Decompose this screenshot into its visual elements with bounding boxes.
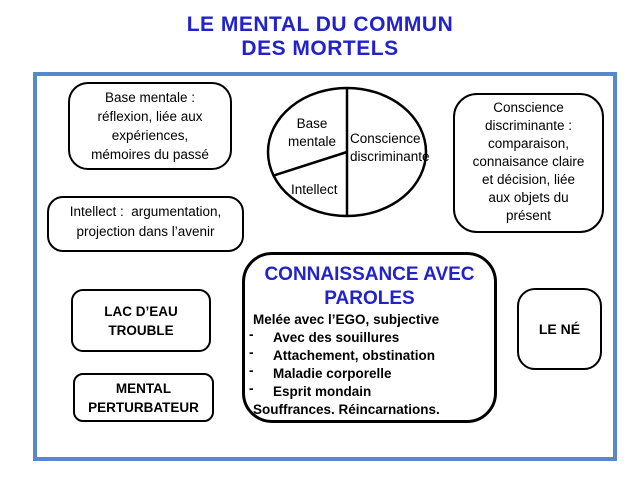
- connaissance-outro: Souffrances. Réincarnations.: [253, 402, 440, 417]
- text-line: Intellect: [291, 182, 338, 197]
- box-le-ne: [517, 288, 602, 370]
- bullet-text: Avec des souillures: [273, 330, 400, 345]
- bullet-item: [245, 365, 494, 383]
- page-title-line: DES MORTELS: [241, 37, 399, 60]
- box-intellect: [47, 196, 244, 252]
- bullet-dash: -: [249, 345, 254, 360]
- text-line: PAROLES: [324, 288, 415, 309]
- box-conscience-discriminante: [453, 93, 604, 233]
- box-lac-eau-trouble: [71, 289, 211, 352]
- text-line: LAC D’EAU: [104, 303, 178, 319]
- text-line: MENTAL: [115, 380, 172, 396]
- text-line: projection dans l’avenir: [76, 224, 215, 239]
- box-connaissance-avec-paroles: [242, 252, 497, 423]
- page-title: [0, 13, 640, 61]
- text-line: TROUBLE: [108, 322, 174, 338]
- text-line: PERTURBATEUR: [88, 399, 199, 415]
- text-line: et décision, liée: [481, 172, 576, 187]
- connaissance-intro: Melée avec l’EGO, subjective: [253, 312, 440, 327]
- bullet-text: Maladie corporelle: [273, 366, 392, 381]
- text-line: connaisance claire: [472, 154, 585, 169]
- text-line: CONNAISSANCE AVEC: [264, 264, 475, 285]
- text-line: Base: [296, 116, 328, 131]
- bullet-dash: -: [249, 363, 254, 378]
- bullet-item: [245, 347, 494, 365]
- text-line: discriminante :: [484, 118, 573, 133]
- bullet-dash: -: [249, 327, 254, 342]
- text-line: comparaison,: [487, 136, 570, 151]
- text-line: LE NÉ: [538, 320, 581, 337]
- box-mental-perturbateur: [73, 373, 214, 422]
- text-line: Conscience: [493, 100, 564, 115]
- connaissance-title: [245, 263, 494, 311]
- text-line: aux objets du: [488, 190, 569, 205]
- text-line: Base mentale :: [104, 90, 196, 105]
- text-line: Intellect : argumentation,: [69, 204, 222, 219]
- text-line: Conscience: [350, 131, 421, 146]
- text-line: expériences,: [111, 128, 189, 143]
- box-base-mentale: [68, 82, 232, 170]
- bullet-text: Attachement, obstination: [273, 348, 436, 363]
- text-line: présent: [505, 208, 552, 223]
- bullet-item: [245, 329, 494, 347]
- text-line: mentale: [287, 134, 337, 149]
- pie-label-base-mentale: [281, 115, 343, 151]
- bullet-text: Esprit mondain: [273, 384, 372, 399]
- pie-label-intellect: [291, 181, 338, 199]
- pie-label-conscience-discriminante: [350, 130, 430, 166]
- bullet-dash: -: [249, 381, 254, 396]
- page-title-line: LE MENTAL DU COMMUN: [186, 13, 454, 36]
- text-line: réflexion, liée aux: [97, 109, 203, 124]
- text-line: mémoires du passé: [91, 147, 209, 162]
- text-line: discriminante: [350, 149, 430, 164]
- bullet-item: [245, 383, 494, 401]
